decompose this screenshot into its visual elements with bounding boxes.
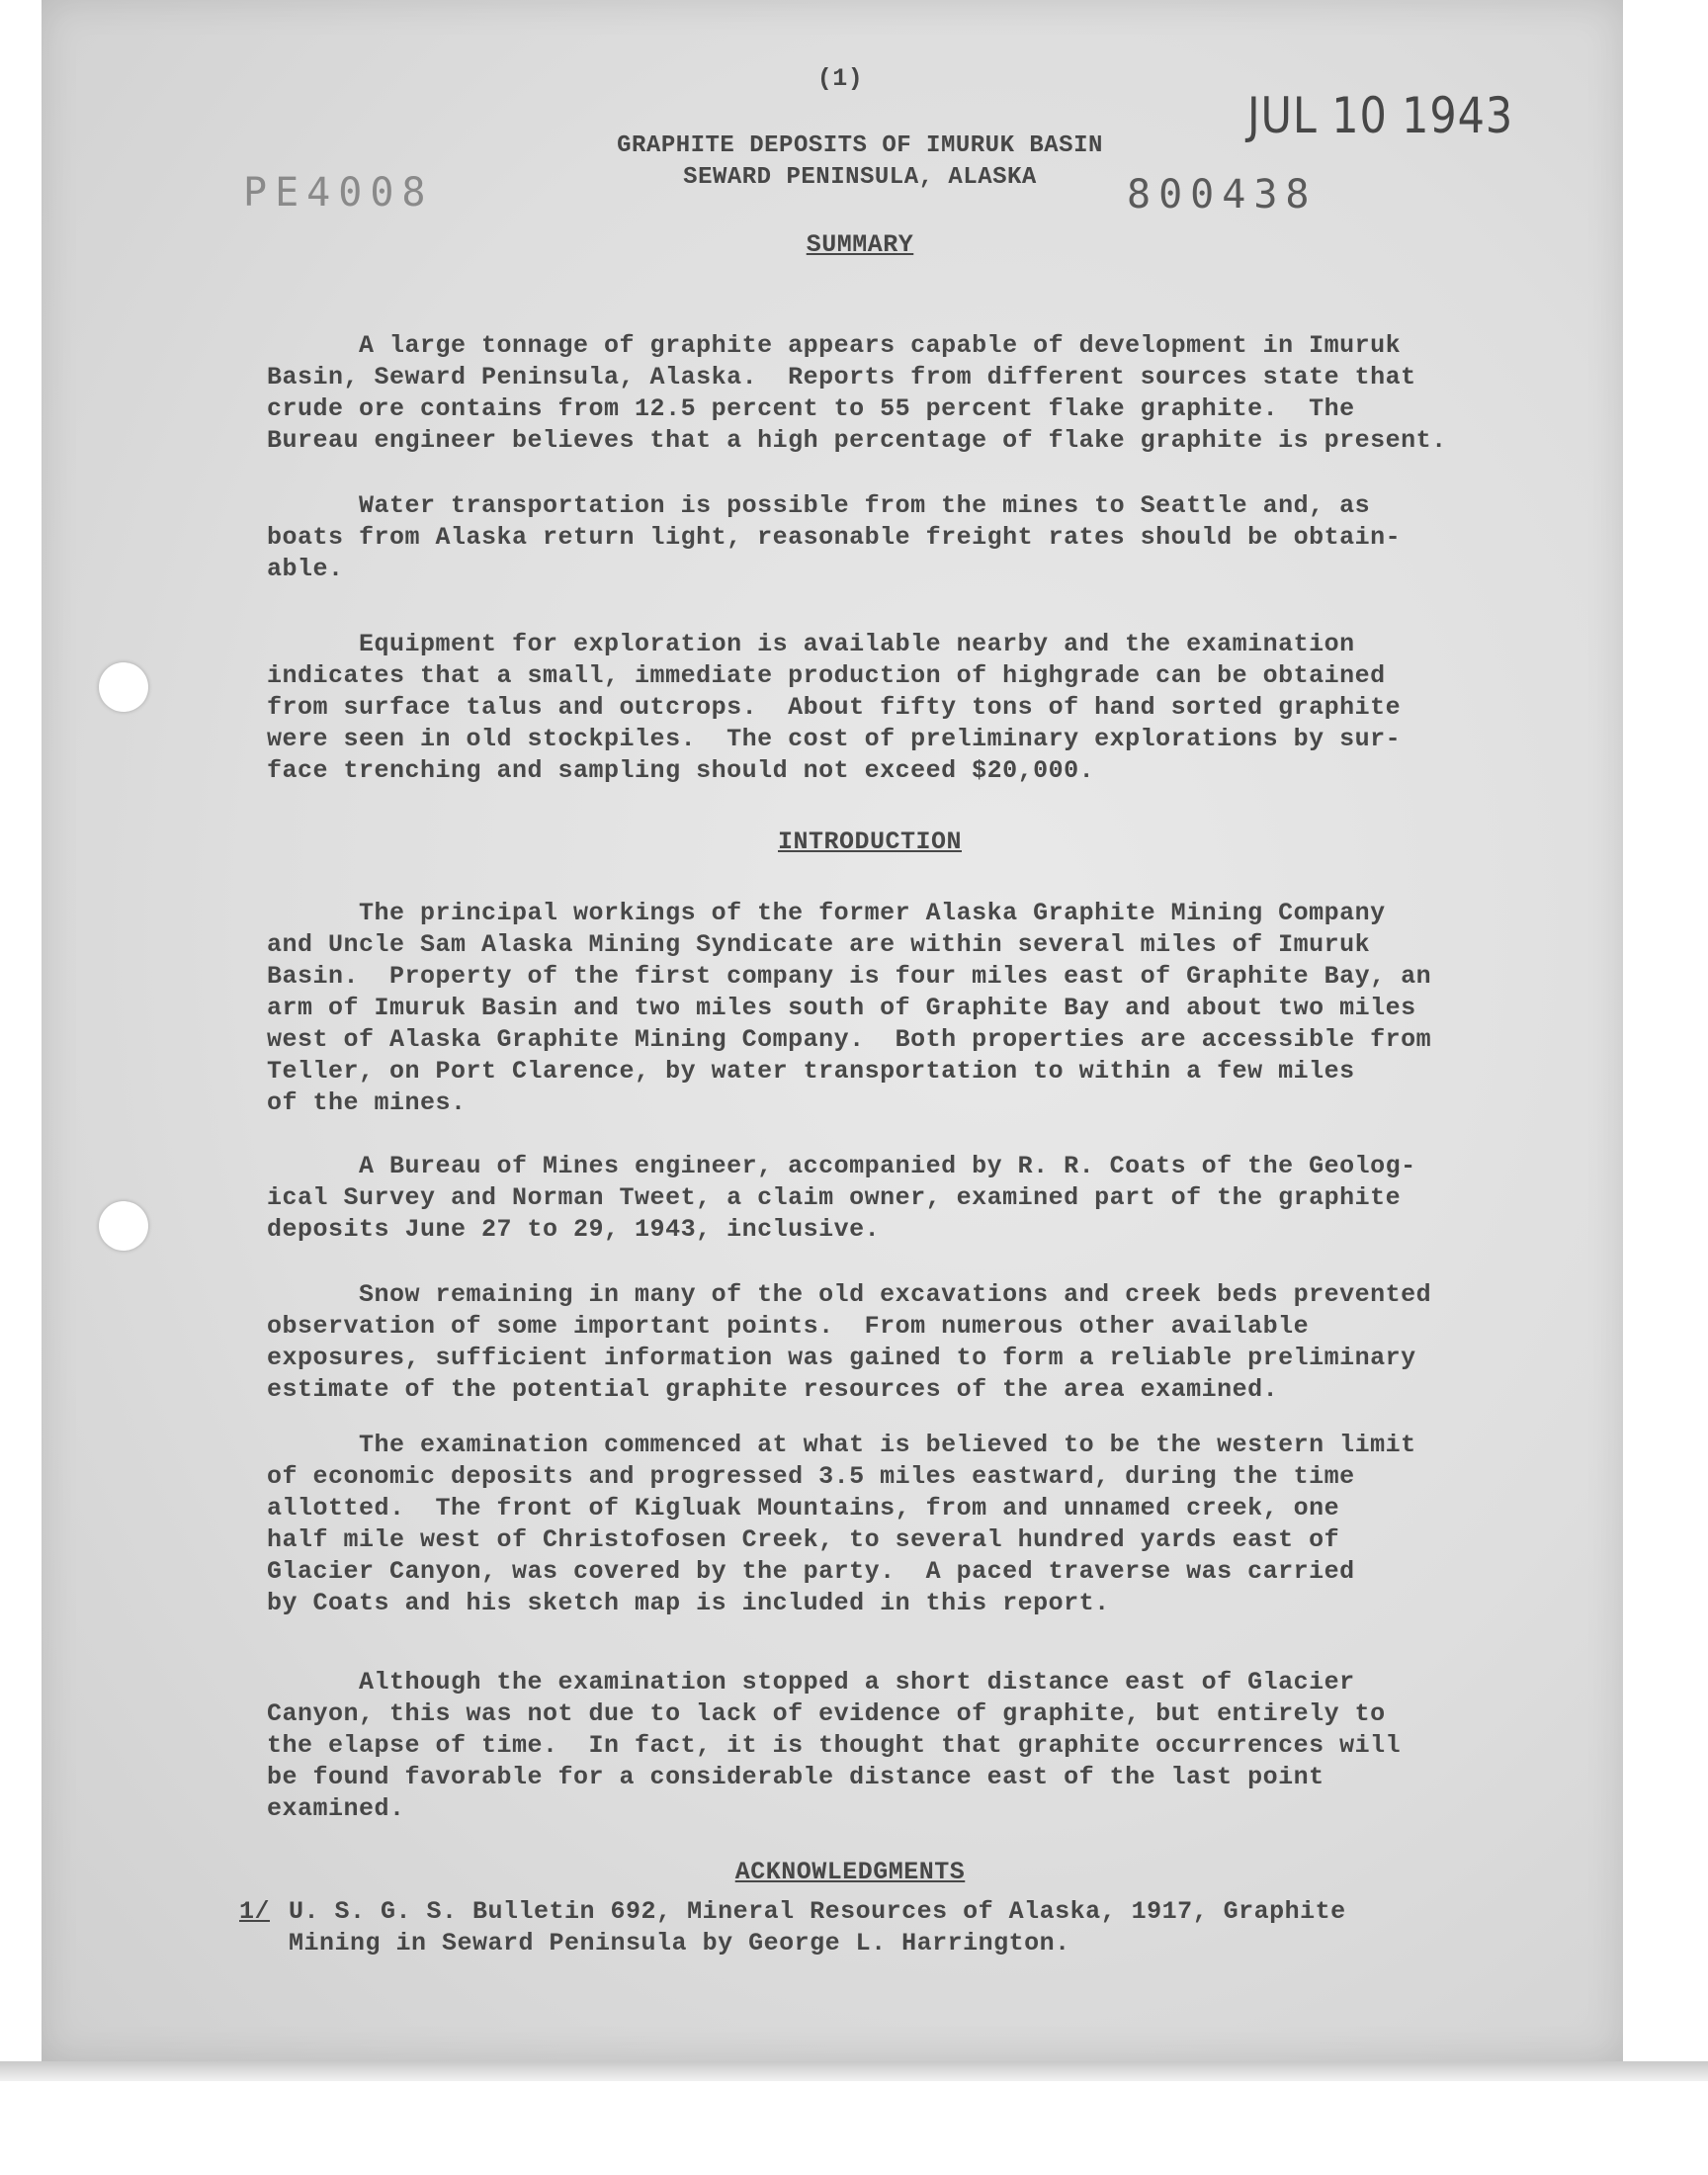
introduction-heading: INTRODUCTION — [777, 827, 963, 856]
document-number-stamp: 800438 — [1127, 172, 1318, 218]
date-stamp: JUL 10 1943 — [1247, 87, 1514, 144]
introduction-paragraph: Snow remaining in many of the old excavations and creek beds prevented observation of some important points. From numerous other available exposures, sufficient information was gained to form a reliable preliminary estimate of the potential graphite resources of the area examined. — [267, 1280, 1432, 1404]
summary-paragraph: Equipment for exploration is available nearby and the examination indicates that a small, immediate production of highgrade can be obtained from surface talus and outcrops. About fifty tons of hand sorted graphite were seen in old stockpiles. The cost of preliminary explorations by sur- face trenching and sampling should not exceed $20,000. — [267, 630, 1402, 785]
acknowledgments-heading: ACKNOWLEDGMENTS — [734, 1858, 966, 1886]
introduction-paragraph: The examination commenced at what is believed to be the western limit of economic deposits and progressed 3.5 miles eastward, during the time allotted. The front of Kigluak Mountains, from and unnamed creek, one half mile west of Christofosen Creek, to several hundred yards east of Glacier Canyon, was covered by the party. A paced traverse was carried by Coats and his sketch map is included in this report. — [267, 1431, 1416, 1617]
page-number: (1) — [816, 64, 864, 93]
title-line-1: GRAPHITE DEPOSITS OF IMURUK BASIN — [617, 132, 1103, 159]
title-line-2: SEWARD PENINSULA, ALASKA — [683, 164, 1037, 191]
summary-heading: SUMMARY — [806, 230, 914, 259]
introduction-paragraph: Although the examination stopped a short distance east of Glacier Canyon, this was not due to lack of evidence of graphite, but entirely to the elapse of time. In fact, it is thought that graphite occurrences will be found favorable for a considerable distance east of the last point examined. — [267, 1668, 1402, 1823]
footnote-text: U. S. G. S. Bulletin 692, Mineral Resources of Alaska, 1917, Graphite Mining in Seward Peninsula by George L. Harrington. — [289, 1897, 1346, 1958]
summary-paragraph: A large tonnage of graphite appears capable of development in Imuruk Basin, Seward Peninsula, Alaska. Reports from different sources state that crude ore contains from 12.5 percent to 55 percent flake graphite. The Bureau engineer believes that a high percentage of flake graphite is present. — [267, 331, 1447, 455]
introduction-paragraph: A Bureau of Mines engineer, accompanied by R. R. Coats of the Geolog- ical Survey and Norman Tweet, a claim owner, examined part of the graphite deposits June 27 to 29, 1943, inclusive. — [267, 1152, 1416, 1244]
document-code-stamp: PE4008 — [243, 170, 434, 216]
summary-paragraph: Water transportation is possible from the mines to Seattle and, as boats from Alaska return light, reasonable freight rates should be obtain- able. — [267, 491, 1402, 583]
scan-edge — [0, 2061, 1708, 2081]
footnote-marker: 1/ — [239, 1897, 271, 1926]
introduction-paragraph: The principal workings of the former Alaska Graphite Mining Company and Uncle Sam Alaska Mining Syndicate are within several miles of Imuruk Basin. Property of the first company is four miles east of Graphite Bay, an arm of Imuruk Basin and two miles south of Graphite Bay and about two miles west of Alaska Graphite Mining Company. Both properties are accessible from Teller, on Port Clarence, by water transportation to within a few miles of the mines. — [267, 899, 1432, 1117]
